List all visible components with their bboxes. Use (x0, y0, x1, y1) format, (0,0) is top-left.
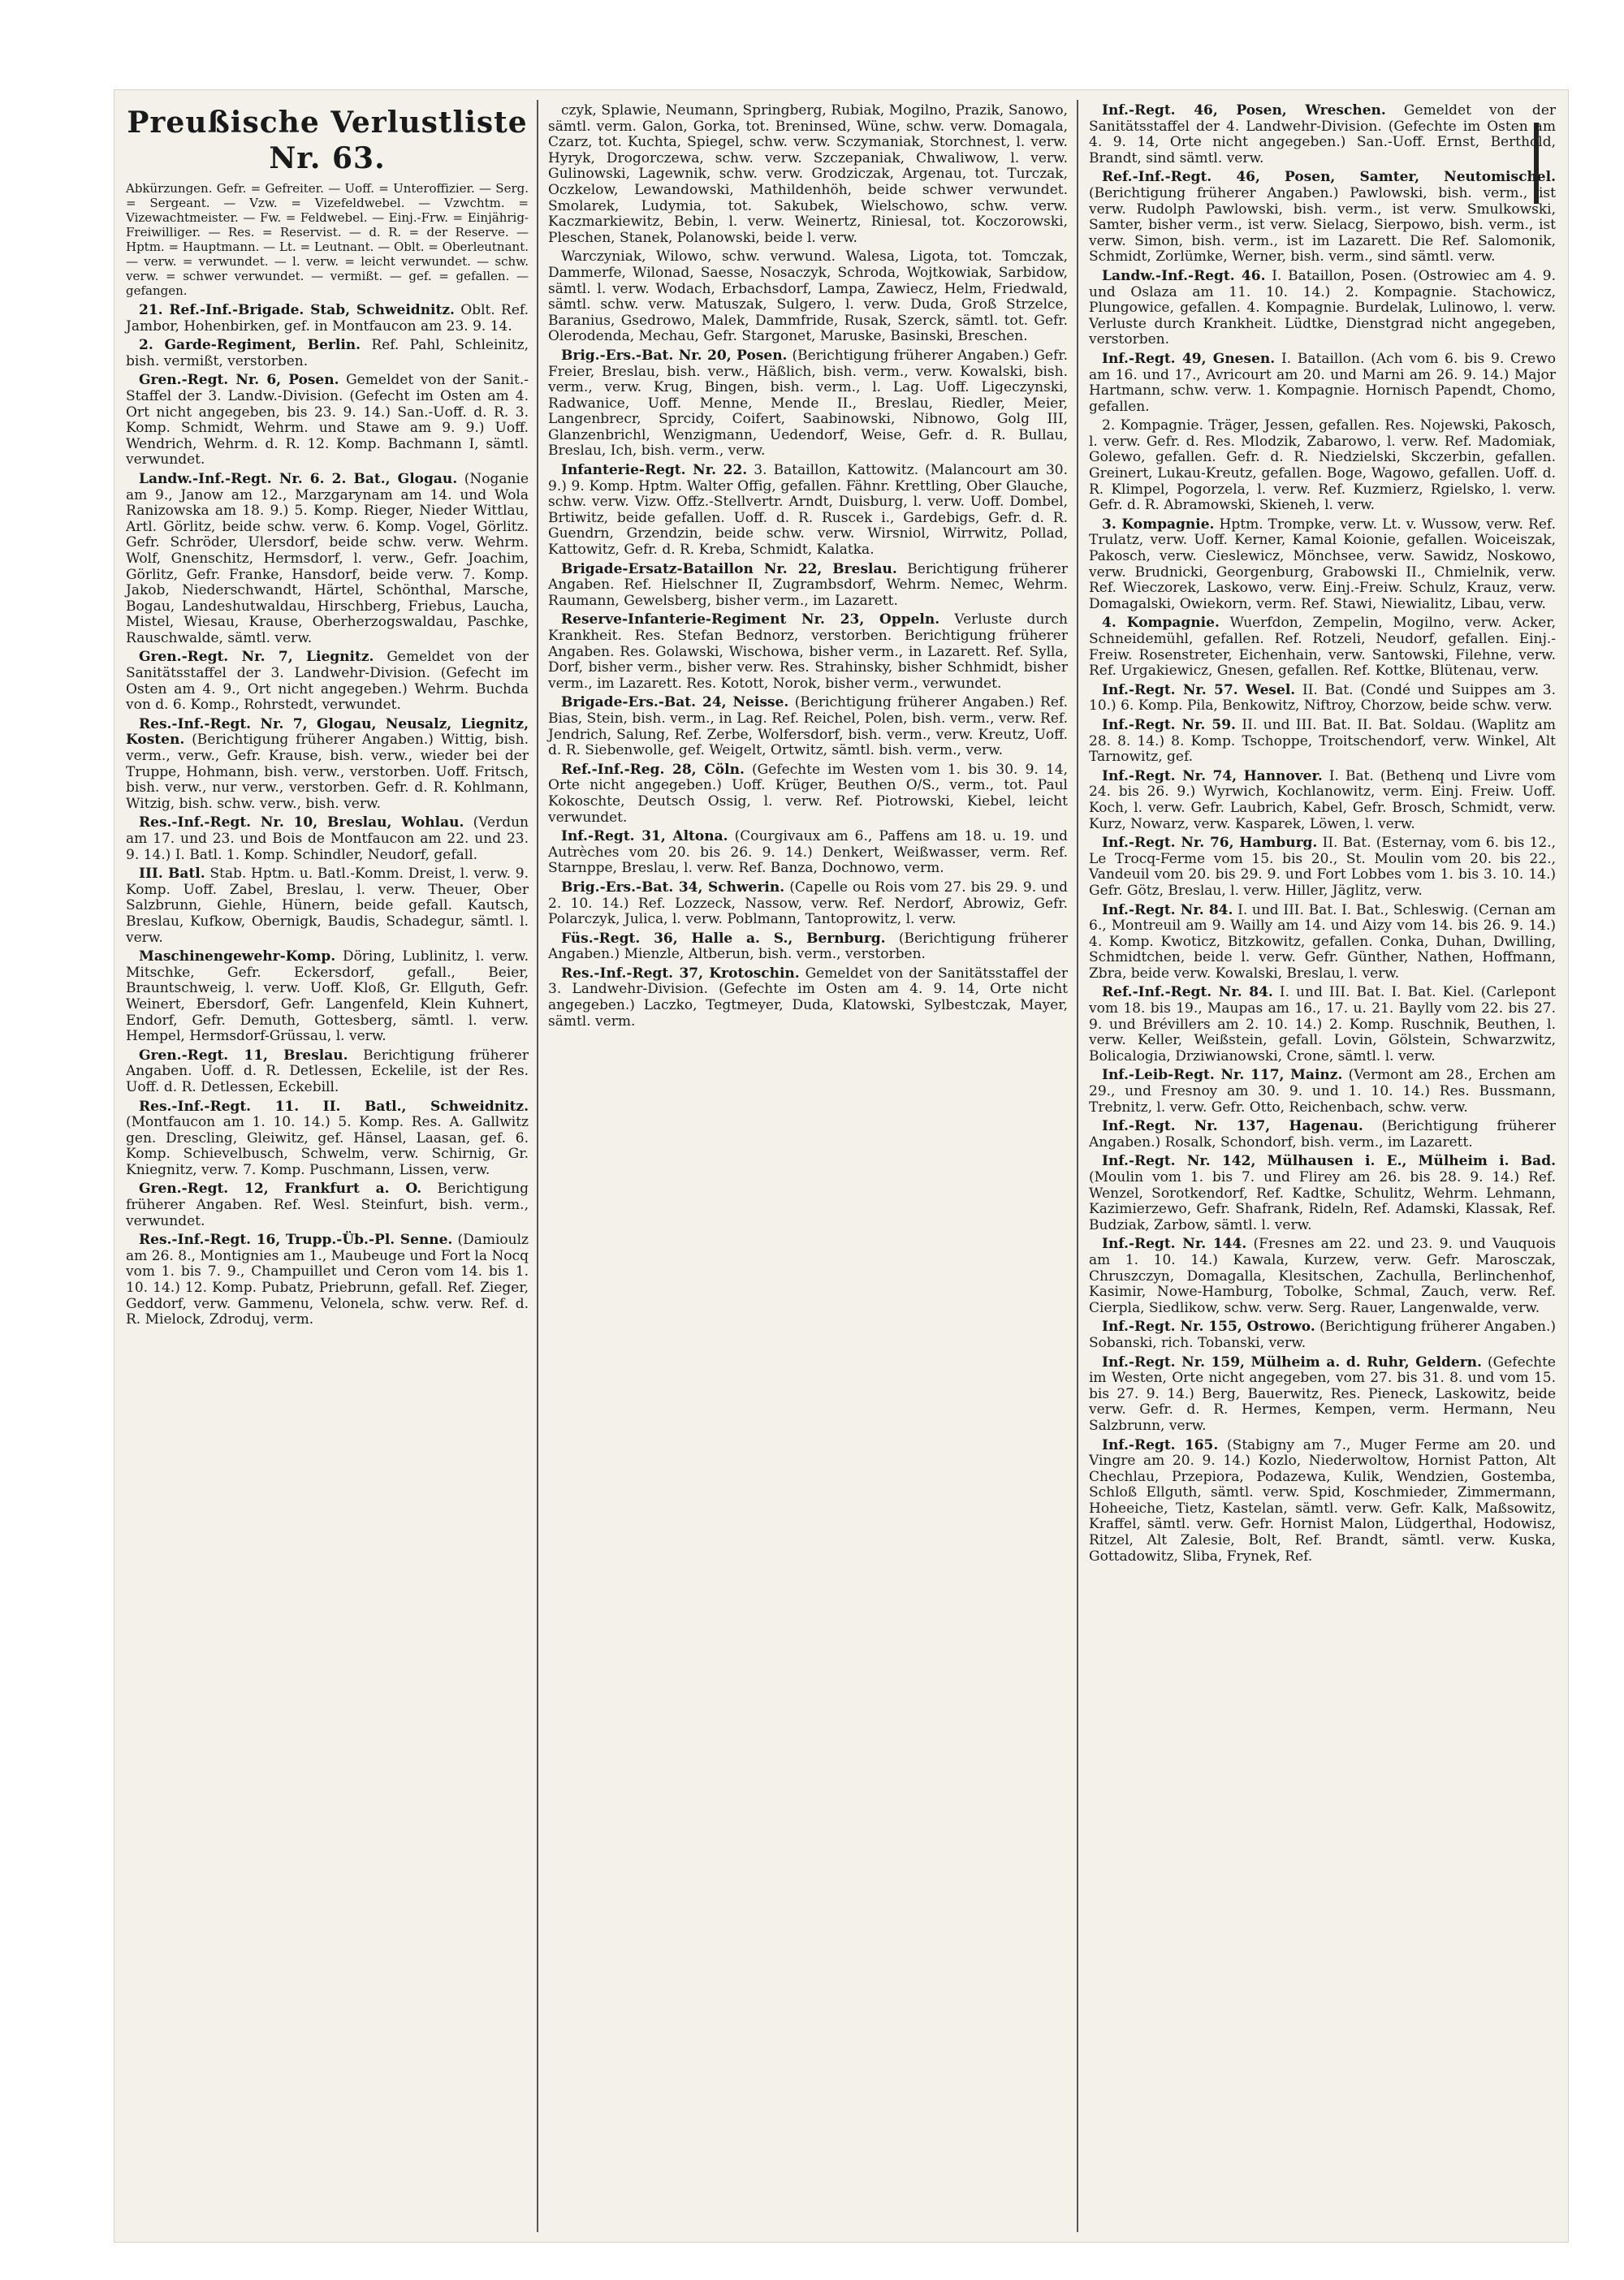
unit-heading: Maschinengewehr-Komp. (139, 948, 336, 965)
unit-heading: 4. Kompagnie. (1102, 615, 1220, 632)
casualty-entry (1089, 836, 1556, 899)
entry-text: Hptm. Trompke, verw. Lt. v. Wussow, verw. Ref. Trulatz, verw. Uoff. Kerner, Kamal Koionie, gefallen. Woiceiszak, Pakosch, verw. Cieslewicz, Mönchsee, verw. Sawidz, Noskowo, verw. Brudnicki, Georgenburg, Grabowski II., Chmielnik, verw. Ref. Wieczorek, Laskowo, verw. Einj.-Freiw. Schulz, Krauz, verw. Domagalski, Owiekorn, verm. Ref. Stawi, Niewialitz, Libau, verw. (1089, 516, 1556, 612)
casualty-entry (1089, 1119, 1556, 1151)
unit-heading: Inf.-Regt. Nr. 144. (1102, 1236, 1247, 1253)
entry-text: (Berichtigung früherer Angaben.) Pawlowski, bish. verm., ist verw. Rudolph Pawlowski, bish. verm., ist verw. Smulkowski, Samter, bisher verm., ist verw. Sielacg, Sierpowo, bish. verm., ist verw. Simon, bish. verm., ist im Lazarett. Die Ref. Salomonik, Schmidt, Zorlümke, Werner, bish. verm., sind sämtl. verw. (1089, 184, 1556, 266)
unit-heading: Inf.-Regt. Nr. 142, Mülhausen i. E., Mülheim i. Bad. (1102, 1153, 1556, 1170)
unit-heading: Inf.-Regt. Nr. 159, Mülheim a. d. Ruhr, Geldern. (1102, 1354, 1482, 1371)
unit-heading: Inf.-Regt. Nr. 155, Ostrowo. (1102, 1319, 1315, 1336)
entry-text: Gemeldet von der Sanit.-Staffel der 3. Landw.-Division. (Gefecht im Osten am 4. Ort nicht angegeben, bis 23. 9. 14.) San.-Uoff. d. R. 3. Komp. Schmidt, Wehrm. und Stawe am 9. 9.) Uoff. Wendrich, Wehrm. d. R. 12. Komp. Bachmann I, sämtl. verwundet. (126, 372, 529, 469)
entry-text: (Courgivaux am 6., Paffens am 18. u. 19. und Autrèches vom 20. bis 26. 9. 14.) Denkert, Weißwasser, verm. Ref. Starnppe, Breslau, l. verw. Ref. Banza, Dochnowo, verm. (548, 828, 1069, 877)
column-2 (548, 103, 1068, 1033)
entry-text: Berichtigung früherer Angaben. Uoff. d. R. Detlessen, Eckelile, ist der Res. Uoff. d. R. Detlessen, Eckebill. (126, 1047, 529, 1095)
unit-heading: Inf.-Regt. 49, Gnesen. (1102, 350, 1276, 367)
entry-text: (Montfaucon am 1. 10. 14.) 5. Komp. Res. A. Gallwitz gen. Drescling, Gleiwitz, gef. Hänsel, Laasan, gef. 6. Komp. Schievelbusch, Schwelm, verw. Schirnig, Gr. Kniegnitz, verw. 7. Komp. Puschmann, Lissen, verw. (126, 1114, 529, 1178)
entry-text: (Berichtigung früherer Angaben.) Rosalk, Schondorf, bish. verm., im Lazarett. (1089, 1118, 1557, 1151)
casualty-entry (1089, 1319, 1556, 1351)
entry-text: I. Bataillon, Posen. (Ostrowiec am 4. 9. und Oslaza am 11. 10. 14.) 2. Kompagnie. Stachowicz, Plungowice, gefallen. 4. Kompagnie. Burdelak, Lulinowo, l. verw. Verluste durch Krankheit. Lüdtke, Dienstgrad nicht angegeben, verstorben. (1089, 267, 1556, 348)
casualty-entry (1089, 903, 1556, 982)
unit-heading: Landw.-Inf.-Regt. 46. (1102, 267, 1266, 284)
casualty-entry (1089, 1154, 1556, 1233)
entry-text: (Stabigny am 7., Muger Ferme am 20. und Vingre am 20. 9. 14.) Kozlo, Niederwoltow, Hornist Patton, Alt Chechlau, Przepiora, Podazewa, Kulik, Wendzien, Gostemba, Schloß Ellguth, sämtl. verw. Spid, Koschmieder, Zimmermann, Hoheeiche, Tietz, Kastelan, sämtl. verw. Gefr. Kalk, Maßsowitz, Kraffel, sämtl. verw. Gefr. Hornist Malon, Lüdgerthal, Hodowisz, Ritzel, Alt Zalesie, Bolt, Ref. Brandt, sämtl. verw. Kuska, Gottadowitz, Sliba, Frynek, Ref. (1089, 1436, 1556, 1565)
casualty-entry (1089, 170, 1556, 266)
casualty-entry (1089, 1237, 1556, 1316)
casualty-entry (126, 1048, 529, 1096)
abbreviations-legend: Abkürzungen. Gefr. = Gefreiter. — Uoff. = Unteroffizier. — Serg. = Sergeant. — Vzw. = Vizefeldwebel. — Vzwchtm. = Vizewachtmeister. — Fw. = Feldwebel. — Einj.-Frw. = Einjährig-Freiwilliger. — Res. = Reservist. — d. R. = der Reserve. — Hptm. = Hauptmann. — Lt. = Leutnant. — Oblt. = Oberleutnant. — verw. = verwundet. — l. verw. = leicht verwundet. — schw. verw. = schwer verwundet. — vermißt. — gef. = gefallen. — gefangen. (126, 181, 529, 298)
unit-heading: Reserve-Infanterie-Regiment Nr. 23, Oppeln. (561, 611, 940, 628)
entry-text: 2. Kompagnie. Träger, Jessen, gefallen. Res. Nojewski, Pakosch, l. verw. Gefr. d. Res. Mlodzik, Zabarowo, l. verw. Ref. Madomiak, Golewo, gefallen. Gefr. d. R. Niedzielski, Skczerbin, gefallen. Greinert, Lukau-Kreutz, gefallen. Boge, Wagowo, gefallen. Uoff. d. R. Klimpel, Pogorzela, l. verw. Ref. Kuzmierz, Rgielsko, l. verw. Gefr. d. R. Abramowski, Skieneh, l. verw. (1089, 417, 1556, 514)
entry-text: II. Bat. (Condé und Suippes am 3. 10.) 6. Komp. Pila, Benkowitz, Niftroy, Chorzow, beide schw. verw. (1089, 681, 1556, 715)
casualty-entry (1089, 103, 1556, 166)
unit-heading: Füs.-Regt. 36, Halle a. S., Bernburg. (561, 930, 886, 947)
unit-heading: Res.-Inf.-Regt. Nr. 7, Glogau, Neusalz, Liegnitz, Kosten. (126, 715, 529, 749)
entry-text: Verluste durch Krankheit. Res. Stefan Bednorz, verstorben. Berichtigung früherer Angaben. Res. Golawski, Wischowa, bisher verm., in Lazarett. Ref. Sylla, Dorf, bisher verm., bisher verw. Res. Strahinsky, bisher Schhmidt, bisher verm., im Lazarett. Res. Kotott, Norok, bisher verm., verwundet. (548, 611, 1068, 692)
casualty-entry (1089, 418, 1556, 514)
casualty-entry (1089, 769, 1556, 832)
unit-heading: Inf.-Regt. Nr. 137, Hagenau. (1102, 1118, 1363, 1135)
entry-text: (Vermont am 28., Erchen am 29., und Fresnoy am 30. 9. und 1. 10. 14.) Res. Bussmann, Trebnitz, l. verw. Gefr. Otto, Reichenbach, schw. verw. (1089, 1067, 1556, 1116)
unit-heading: Brigade-Ersatz-Bataillon Nr. 22, Breslau. (561, 560, 897, 577)
column-2-entries (548, 103, 1068, 1030)
casualty-entry (548, 103, 1068, 246)
unit-heading: Inf.-Regt. 165. (1102, 1436, 1219, 1453)
unit-heading: Infanterie-Regt. Nr. 22. (561, 462, 748, 479)
page-headline: Preußische Verlustliste Nr. 63. (127, 106, 528, 175)
column-rule-2 (1077, 100, 1078, 2232)
unit-heading: Brig.-Ers.-Bat. Nr. 20, Posen. (561, 347, 788, 364)
entry-text: Wuerfdon, Zempelin, Mogilno, verw. Acker, Schneidemühl, gefallen. Ref. Rotzeli, Neudorf, gefallen. Einj.-Freiw. Rosenstreter, Eichenhain, verw. Santowski, Filehne, verw. Ref. Urgakiewicz, Gnesen, gefallen. Ref. Kottke, Blütenau, verw. (1089, 615, 1556, 680)
casualty-entry (126, 303, 529, 335)
casualty-entry (126, 373, 529, 469)
entry-text: II. und III. Bat. II. Bat. Soldau. (Waplitz am 28. 8. 14.) 8. Komp. Tschoppe, Troitschendorf, verw. Winkel, Alt Tarnowitz, gef. (1089, 716, 1556, 766)
entry-text: Gemeldet von der Sanitätsstaffel der 4. Landwehr-Division. (Gefechte im Osten am 4. 9. 14, Orte nicht angegeben.) San.-Uoff. Ernst, Berthold, Brandt, sind sämtl. verw. (1089, 102, 1557, 166)
unit-heading: 3. Kompagnie. (1102, 516, 1215, 533)
entry-text: I. Bat. (Bethenq und Livre vom 24. bis 26. 9.) Wyrwich, Kochlanowitz, verm. Einj. Freiw. Uoff. Koch, l. verw. Gefr. Laubrich, Kabel, Gefr. Brosch, Schmidt, verw. Kurz, Nowarz, verw. Kasparek, Löwen, l. verw. (1089, 767, 1557, 832)
entry-text: Gemeldet von der Sanitätsstaffel der 3. Landwehr-Division. (Gefecht im Osten am 4. 9., Ort nicht angegeben.) Wehrm. Buchda von d. 6. Komp., Rohrstedt, verwundet. (126, 649, 529, 714)
entry-text: (Berichtigung früherer Angaben.) Mienzle, Altberun, bish. verm., verstorben. (548, 930, 1068, 963)
entry-text: (Berichtigung früherer Angaben.) Gefr. Freier, Breslau, bish. verw., Häßlich, bish. verm., verw. Kowalski, bish. verm., verw. Krug, Bingen, bish. verm., l. Lag. Uoff. Ligeczynski, Radwanice, Uoff. Menne, Mende II., Breslau, Riedler, Meier, Langenbrecr, Sprcidy, Coifert, Saabinowski, Nibnowo, Golg III, Glanzenbrichl, Wenzigmann, Uedendorf, Weise, Gefr. d. R. Bullau, Breslau, Ich, bish. verm., verw. (548, 347, 1068, 460)
casualty-entry (548, 695, 1068, 758)
entry-text: 3. Bataillon, Kattowitz. (Malancourt am 30. 9.) 9. Komp. Hptm. Walter Offig, gefallen. Fähnr. Krettling, Ober Glauche, schw. verw. Vizw. Offz.-Stellvertr. Arndt, Duisburg, l. verw. Uoff. Dombel, Brtiwitz, beide gefallen. Uoff. d. R. Ruscek i., Gardebigs, Gefr. d. R. Guendrn, Grzendzin, beide schw. verw. Wirsniol, Wirrwitz, Pollad, Kattowitz, Gefr. d. R. Kreba, Schmidt, Kalatka. (548, 462, 1069, 559)
casualty-entry (126, 866, 529, 946)
unit-heading: Gren.-Regt. 11, Breslau. (139, 1047, 348, 1064)
unit-heading: Inf.-Regt. Nr. 84. (1102, 901, 1233, 918)
casualty-entry (126, 472, 529, 647)
entry-text: I. und III. Bat. I. Bat., Schleswig. (Cernan am 6., Montreuil am 9. Wailly am 14. und Aizy vom 14. bis 26. 9. 14.) 4. Komp. Kwoticz, Bitzkowitz, gefallen. Conka, Duhan, Dwilling, Schmidtchen, beide l. verw. Gefr. Günther, Nathen, Hoffmann, Zbra, beide verw. Kowalski, Breslau, l. verw. (1089, 901, 1556, 982)
entry-text: (Noganie am 9., Janow am 12., Marzgarynam am 14. und Wola Ranizowska am 18. 9.) 5. Komp. Rieger, Nieder Wittlau, Artl. Görlitz, beide schw. verw. 6. Komp. Vogel, Görlitz. Gefr. Schröder, Ulersdorf, beide schw. verw. Wehrm. Wolf, Gnenschitz, Hermsdorf, l. verw., Gefr. Joachim, Görlitz, Gefr. Franke, Hansdorf, beide verw. 7. Komp. Jakob, Niederschwandt, Härtel, Schönthal, Marsche, Bogau, Landeshutwaldau, Hirschberg, Friebus, Laucha, Mistel, Wiesau, Krause, Oberherzogswaldau, Paschke, Rauschwalde, sämtl. verw. (126, 470, 529, 646)
column-3 (1089, 103, 1556, 1568)
casualty-entry (1089, 615, 1556, 679)
unit-heading: Landw.-Inf.-Regt. Nr. 6. 2. Bat., Glogau. (139, 470, 458, 487)
entry-text: II. Bat. (Esternay, vom 6. bis 12., Le Trocq-Ferme vom 15. bis 20., St. Moulin vom 20. bis 22., Vandeuil vom 20. bis 29. 9. und Fort Lobbes vom 1. bis 3. 10. 14.) Gefr. Götz, Breslau, l. verw. Hiller, Jäglitz, verw. (1089, 835, 1557, 899)
entry-text: I. und III. Bat. I. Bat. Kiel. (Carlepont vom 18. bis 19., Maupas am 16., 17. u. 21. Baylly vom 22. bis 27. 9. und Brévillers am 2. 10. 14.) 2. Komp. Ruschnik, Beuthen, l. verw. Keller, Weißstein, gefall. Lovin, Gölstein, Schwarzwitz, Bolicalogia, Drziwianowski, Crone, sämtl. l. verw. (1089, 984, 1556, 1064)
casualty-entry (1089, 683, 1556, 715)
casualty-entry (548, 931, 1068, 963)
casualty-entry (1089, 1438, 1556, 1565)
casualty-entry (548, 249, 1068, 345)
unit-heading: Inf.-Regt. Nr. 74, Hannover. (1102, 767, 1323, 784)
entry-text: Döring, Lublinitz, l. verw. Mitschke, Gefr. Eckersdorf, gefall., Beier, Brauntschweig, l. verw. Uoff. Kloß, Gr. Ellguth, Gefr. Weinert, Ebersdorf, Gefr. Langenfeld, Klein Kuhnert, Endorf, Gefr. Demuth, Gottesberg, sämtl. l. verw. Hempel, Hermsdorf-Grüssau, l. verw. (126, 948, 529, 1045)
casualty-entry (548, 829, 1068, 877)
entry-text: Ref. Pahl, Schleinitz, bish. vermißt, verstorben. (126, 337, 529, 369)
casualty-entry (126, 1233, 529, 1328)
unit-heading: Res.-Inf.-Regt. 11. II. Batl., Schweidnitz. (139, 1098, 529, 1115)
entry-text: Stab. Hptm. u. Batl.-Komm. Dreist, l. verw. 9. Komp. Uoff. Zabel, Breslau, l. verw. Theuer, Ober Salzbrunn, Giehle, Hünern, beide gefall. Kautsch, Breslau, Kufkow, Obernigk, Baudis, Schadegur, sämtl. l. verw. (126, 866, 529, 946)
entry-text: (Damioulz am 26. 8., Montignies am 1., Maubeuge und Fort la Nocq vom 1. bis 7. 9., Champuillet und Ceron vom 14. bis 1. 10. 14.) 12. Komp. Pubatz, Priebrunn, gefall. Ref. Zieger, Geddorf, verw. Gammenu, Velonela, schw. verw. Ref. d. R. Mielock, Zdroduj, verm. (126, 1232, 529, 1328)
column-rule-1 (537, 100, 538, 2232)
casualty-entry (548, 463, 1068, 559)
casualty-entry (1089, 985, 1556, 1064)
casualty-entry (548, 562, 1068, 610)
casualty-entry (1089, 1068, 1556, 1116)
unit-heading: Gren.-Regt. Nr. 6, Posen. (139, 372, 339, 389)
casualty-entry (1089, 517, 1556, 613)
casualty-entry (1089, 718, 1556, 766)
unit-heading: III. Batl. (139, 866, 205, 883)
casualty-entry (1089, 269, 1556, 348)
casualty-entry (1089, 1355, 1556, 1435)
unit-heading: Brig.-Ers.-Bat. 34, Schwerin. (561, 879, 785, 896)
casualty-entry (548, 612, 1068, 692)
casualty-entry (126, 815, 529, 863)
column-1-entries (126, 303, 529, 1328)
casualty-entry (1089, 352, 1556, 415)
unit-heading: Gren.-Regt. 12, Frankfurt a. O. (139, 1181, 422, 1198)
unit-heading: Ref.-Inf.-Regt. 46, Posen, Samter, Neutomischel. (1102, 169, 1556, 186)
column-3-entries (1089, 103, 1556, 1565)
newspaper-page (114, 89, 1569, 2243)
unit-heading: Brigade-Ers.-Bat. 24, Neisse. (561, 694, 789, 711)
entry-text: Oblt. Ref. Jambor, Hohenbirken, gef. in Montfaucon am 23. 9. 14. (126, 302, 529, 335)
entry-text: (Verdun am 17. und 23. und Bois de Montfaucon am 22. und 23. 9. 14.) I. Batl. 1. Komp. Schindler, Neudorf, gefall. (126, 814, 529, 863)
entry-text: (Gefechte im Westen, Orte nicht angegeben, vom 27. bis 31. 8. und vom 15. bis 27. 9. 14.) Berg, Bauerwitz, Res. Pieneck, Laskowitz, beide verw. Gefr. d. R. Hermes, Kempen, verm. Hermann, Neu Salzbrunn, verw. (1089, 1354, 1556, 1434)
unit-heading: Res.-Inf.-Regt. 37, Krotoschin. (561, 965, 800, 982)
column-1 (126, 103, 529, 1332)
casualty-entry (126, 1099, 529, 1179)
unit-heading: Ref.-Inf.-Reg. 28, Cöln. (561, 761, 745, 778)
casualty-entry (126, 1181, 529, 1229)
unit-heading: Gren.-Regt. Nr. 7, Liegnitz. (139, 649, 374, 666)
casualty-entry (126, 717, 529, 813)
entry-text: (Berichtigung früherer Angaben.) Sobanski, rich. Tobanski, verw. (1089, 1319, 1557, 1351)
casualty-entry (548, 966, 1068, 1030)
unit-heading: Inf.-Regt. Nr. 57. Wesel. (1102, 681, 1296, 698)
entry-text: (Berichtigung früherer Angaben.) Ref. Bias, Stein, bish. verm., in Lag. Ref. Reichel, Polen, bish. verm., verw. Ref. Jendrich, Salung, Ref. Zerbe, Wolfersdorf, bish. verm., verw. Kreutz, Uoff. d. R. Siebenwolle, gef. Weigelt, Ortwitz, sämtl. bish. verm., verw. (548, 694, 1069, 759)
entry-text: I. Bataillon. (Ach vom 6. bis 9. Crewo am 16. und 17., Avricourt am 20. und Marni am 26. 9. 14.) Major Hartmann, schw. verw. 1. Kompagnie. Hornisch Papendt, Chomo, gefallen. (1089, 350, 1557, 415)
entry-text: Berichtigung früherer Angaben. Ref. Hielschner II, Zugrambsdorf, Wehrm. Nemec, Wehrm. Raumann, Gewelsberg, bisher verm., im Lazarett. (548, 560, 1069, 609)
entry-text: (Berichtigung früherer Angaben.) Wittig, bish. verm., verw., Gefr. Krause, bish. verw., wieder bei der Truppe, Hohmann, bish. verw., verstorben. Uoff. Fritsch, bish. verw., nur verw., verstorben. Gefr. d. R. Kohlmann, Witzig, bish. schw. verw., bish. verw. (126, 732, 529, 812)
casualty-entry (126, 949, 529, 1045)
casualty-entry (126, 650, 529, 713)
unit-heading: Inf.-Regt. Nr. 76, Hamburg. (1102, 835, 1318, 852)
unit-heading: Inf.-Regt. Nr. 59. (1102, 716, 1236, 733)
casualty-entry (126, 338, 529, 369)
unit-heading: Res.-Inf.-Regt. Nr. 10, Breslau, Wohlau. (139, 814, 464, 831)
unit-heading: 2. Garde-Regiment, Berlin. (139, 337, 361, 354)
unit-heading: Inf.-Leib-Regt. Nr. 117, Mainz. (1102, 1067, 1343, 1084)
unit-heading: Inf.-Regt. 31, Altona. (561, 828, 728, 845)
entry-text: Berichtigung früherer Angaben. Ref. Wesl. Steinfurt, bish. verm., verwundet. (126, 1181, 529, 1229)
casualty-entry (548, 348, 1068, 460)
entry-text: (Moulin vom 1. bis 7. und Flirey am 26. bis 28. 9. 14.) Ref. Wenzel, Sorotkendorf, Ref. Kadtke, Schulitz, Wehrm. Lehmann, Kazimierzewo, Gefr. Shafrank, Rideln, Ref. Adamski, Klassak, Ref. Budziak, Zarbow, sämtl. l. verw. (1089, 1169, 1556, 1233)
unit-heading: Ref.-Inf.-Regt. Nr. 84. (1102, 984, 1273, 1001)
entry-text: czyk, Splawie, Neumann, Springberg, Rubiak, Mogilno, Prazik, Sanowo, sämtl. verm. Galon, Gorka, tot. Breninsed, Wüne, schw. verw. Domagala, Czarz, tot. Kuchta, Spiegel, schw. verw. Sczymaniak, Storchnest, l. verw. Hyryk, Drogorczewa, schw. verw. Szczepaniak, Chwaliwow, l. verw. Gulinowski, Lagewnik, schw. verw. Grodziczak, Argenau, tot. Turczak, Oczkelow, Lewandowski, Mathildenhöh, beide schwer verwundet. Smolarek, Ludymia, tot. Sakubek, Wielschowo, schw. verw. Kaczmarkiewitz, Bebin, l. verw. Weinertz, Riniesal, tot. Koczorowski, Pleschen, Stanek, Polanowski, beide l. verw. (548, 102, 1068, 246)
entry-text: Gemeldet von der Sanitätsstaffel der 3. Landwehr-Division. (Gefechte im Osten am 4. 9. 14, Orte nicht angegeben.) Laczko, Tegtmeyer, Duda, Klatowski, Sylbestczak, Mayer, sämtl. verm. (548, 965, 1068, 1030)
entry-text: (Fresnes am 22. und 23. 9. und Vauquois am 1. 10. 14.) Kawala, Kurzew, verw. Gefr. Marosczak, Chruszczyn, Domagalla, Klesitschen, Zachulla, Berlinchenhof, Kasimir, Nowe-Hamburg, Tobolke, Schmal, Zauch, verw. Ref. Cierpla, Siedlikow, schw. verw. Serg. Rauer, Langenwalde, verw. (1089, 1236, 1556, 1316)
casualty-entry (548, 880, 1068, 928)
unit-heading: Inf.-Regt. 46, Posen, Wreschen. (1102, 102, 1386, 119)
casualty-entry (548, 762, 1068, 826)
entry-text: (Gefechte im Westen vom 1. bis 30. 9. 14, Orte nicht angegeben.) Uoff. Krüger, Beuthen O/S., verm., tot. Paul Kokoschte, Deutsch Ossig, l. verw. Ref. Piotrowski, Kiebel, leicht verwundet. (548, 761, 1068, 826)
entry-text: Warczyniak, Wilowo, schw. verwund. Walesa, Ligota, tot. Tomczak, Dammerfe, Wilonad, Saesse, Nosaczyk, Schroda, Wojtkowiak, Sarbidow, sämtl. l. verw. Wodach, Erbachsdorf, Lampa, Zawiecz, Helm, Friedwald, sämtl. schw. verw. Matuszak, Sulgero, l. verw. Duda, Groß Strzelce, Baranius, Gsedrowo, Malek, Dammfride, Rusak, Szerck, sämtl. tot. Gefr. Olerodenda, Mechau, Gefr. Stargonet, Maruske, Basinski, Breschen. (548, 248, 1068, 345)
unit-heading: Res.-Inf.-Regt. 16, Trupp.-Üb.-Pl. Senne. (139, 1232, 453, 1249)
unit-heading: 21. Ref.-Inf.-Brigade. Stab, Schweidnitz. (139, 302, 455, 318)
entry-text: (Capelle ou Rois vom 27. bis 29. 9. und 2. 10. 14.) Ref. Lozzeck, Nassow, verw. Ref. Nerdorf, Abrowiz, Gefr. Polarczyk, Julica, l. verw. Poblmann, Tantoprowitz, l. verw. (548, 879, 1068, 928)
